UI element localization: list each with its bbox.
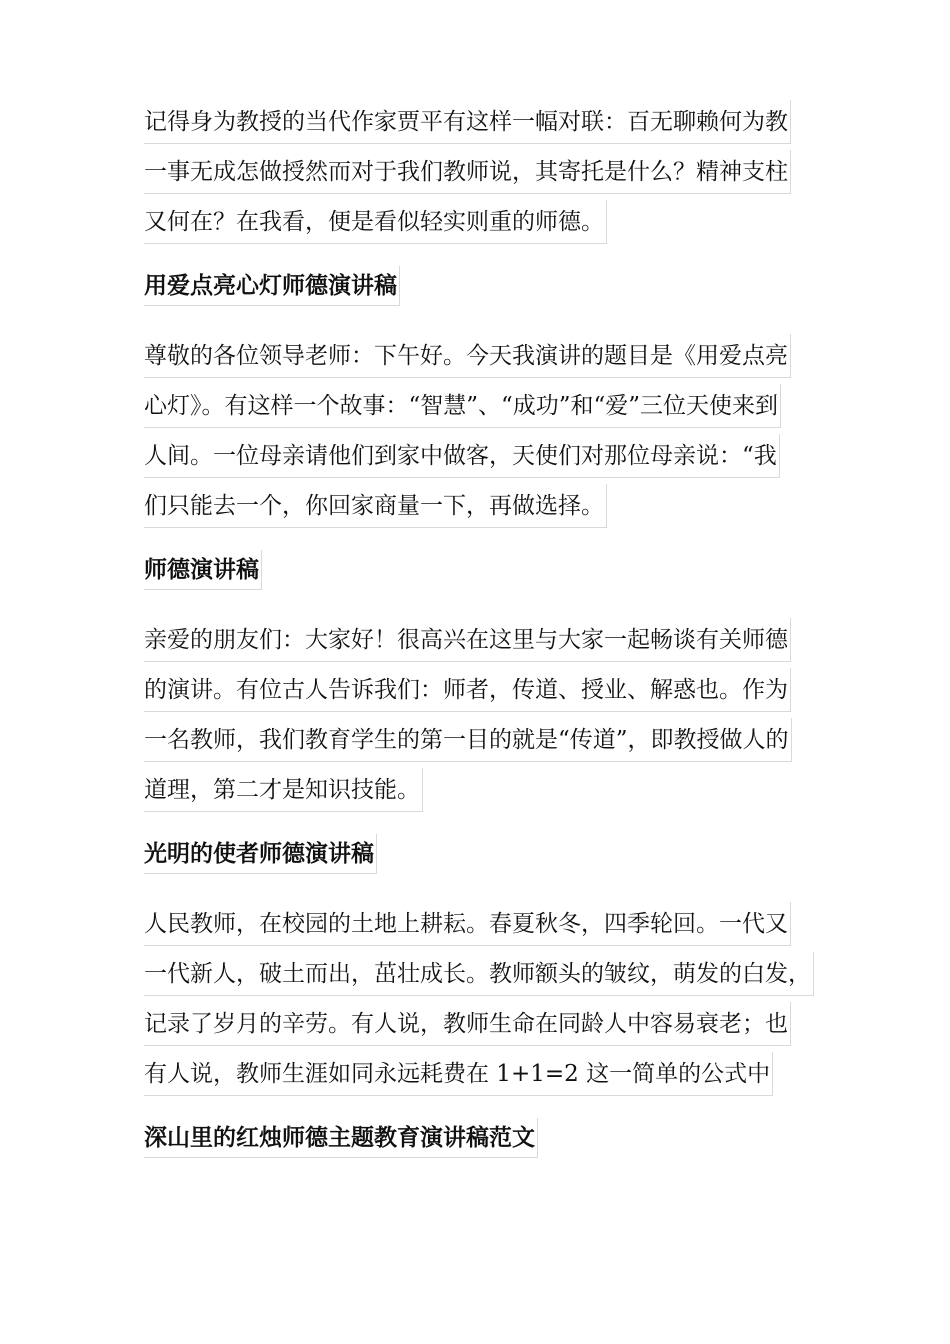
- section-heading: 用爱点亮心灯师德演讲稿: [144, 266, 400, 306]
- text-line: 记得身为教授的当代作家贾平有这样一幅对联：百无聊赖何为教: [144, 100, 791, 144]
- text-line: 的演讲。有位古人告诉我们：师者，传道、授业、解惑也。作为: [144, 668, 791, 712]
- paragraph: [144, 618, 824, 818]
- text-line: 又何在？在我看，便是看似轻实则重的师德。: [144, 200, 607, 244]
- section-heading: 师德演讲稿: [144, 550, 262, 590]
- text-line: 一代新人，破土而出，茁壮成长。教师额头的皱纹，萌发的白发，: [144, 952, 814, 996]
- text-line: 有人说，教师生涯如同永远耗费在 1+1=2 这一简单的公式中: [144, 1052, 773, 1096]
- paragraph: [144, 334, 824, 534]
- text-line: 记录了岁月的辛劳。有人说，教师生命在同龄人中容易衰老；也: [144, 1002, 791, 1046]
- text-line: 亲爱的朋友们：大家好！很高兴在这里与大家一起畅谈有关师德: [144, 618, 791, 662]
- text-line: 尊敬的各位领导老师：下午好。今天我演讲的题目是《用爱点亮: [144, 334, 791, 378]
- paragraph: [144, 902, 824, 1102]
- text-line: 心灯》。有这样一个故事：“智慧”、“成功”和“爱”三位天使来到: [144, 384, 781, 428]
- paragraph-intro: [144, 100, 824, 250]
- text-line: 人间。一位母亲请他们到家中做客，天使们对那位母亲说：“我: [144, 434, 780, 478]
- document-page: [144, 100, 824, 1186]
- text-line: 一名教师，我们教育学生的第一目的就是“传道”，即教授做人的: [144, 718, 792, 762]
- text-line: 道理，第二才是知识技能。: [144, 768, 423, 812]
- text-line: 一事无成怎做授然而对于我们教师说，其寄托是什么？精神支柱: [144, 150, 791, 194]
- text-line: 们只能去一个，你回家商量一下，再做选择。: [144, 484, 607, 528]
- section-heading: 光明的使者师德演讲稿: [144, 834, 377, 874]
- text-line: 人民教师，在校园的土地上耕耘。春夏秋冬，四季轮回。一代又: [144, 902, 791, 946]
- section-heading: 深山里的红烛师德主题教育演讲稿范文: [144, 1118, 538, 1158]
